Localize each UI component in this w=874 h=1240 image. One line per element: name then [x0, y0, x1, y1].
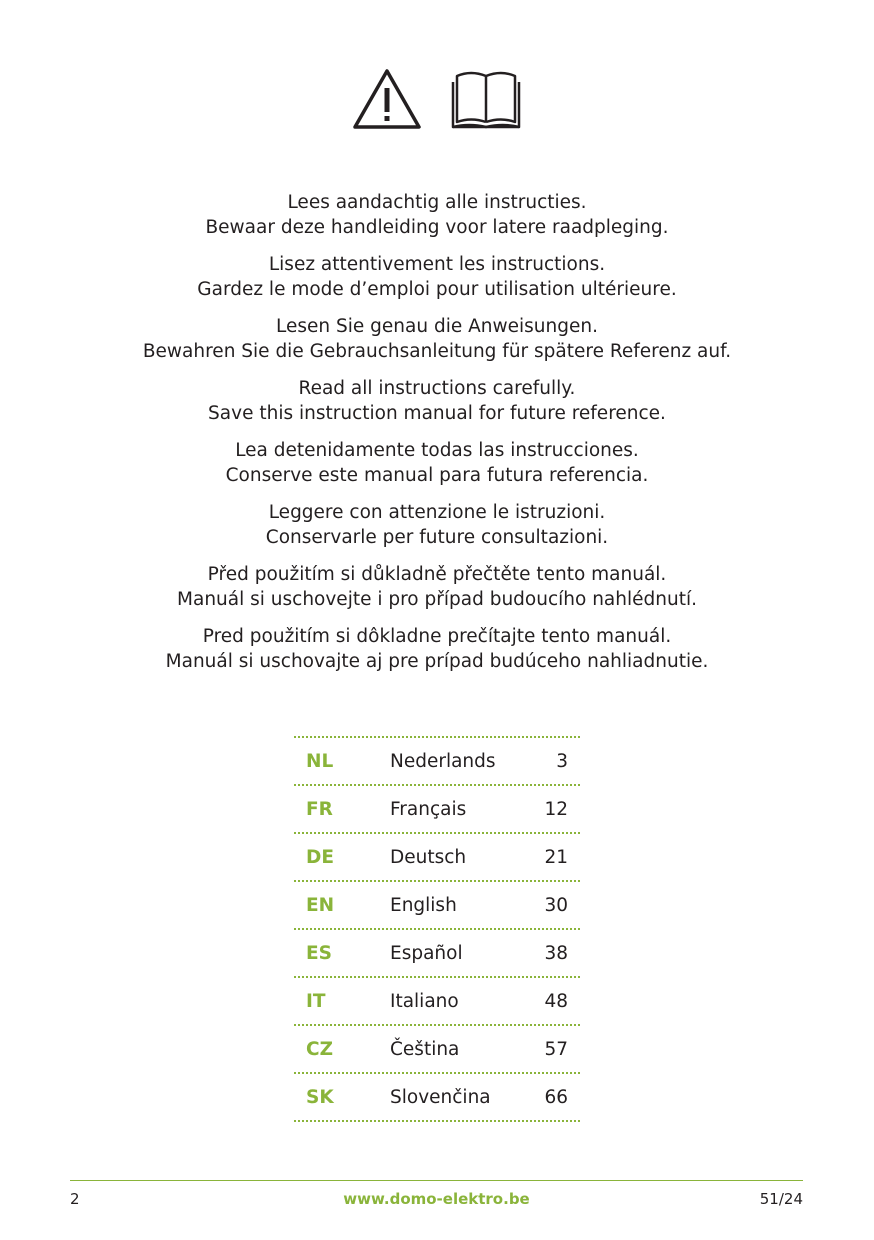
instruction-line: Lisez attentivement les instructions.: [268, 254, 606, 275]
instruction-line: Před použitím si důkladně přečtěte tento manuál.: [207, 564, 667, 585]
toc-language-code: ES: [306, 942, 332, 964]
instruction-en: [0, 376, 874, 426]
toc-page-number: 3: [556, 750, 568, 772]
toc-language-name: Nederlands: [390, 750, 496, 772]
instruction-cz: [0, 562, 874, 612]
toc-page-number: 30: [544, 894, 568, 916]
instruction-line: Gardez le mode d’emploi pour utilisation ultérieure.: [197, 279, 677, 300]
toc-page-number: 38: [544, 942, 568, 964]
document-reference: 51/24: [759, 1190, 803, 1208]
toc-language-name: Français: [390, 798, 467, 820]
toc-language-code: CZ: [306, 1038, 333, 1060]
toc-page-number: 48: [544, 990, 568, 1012]
instruction-fr: [0, 252, 874, 302]
instruction-line: Conservarle per future consultazioni.: [265, 527, 609, 548]
instruction-line: Lea detenidamente todas las instrucciones.: [235, 440, 639, 461]
instruction-es: [0, 438, 874, 488]
instruction-de: [0, 314, 874, 364]
instruction-sk: [0, 624, 874, 674]
instruction-line: Pred použitím si dôkladne prečítajte tento manuál.: [202, 626, 672, 647]
page-footer: [70, 1190, 803, 1210]
toc-page-number: 57: [544, 1038, 568, 1060]
toc-row-nl[interactable]: [294, 736, 580, 784]
instruction-line: Leggere con attenzione le istruzioni.: [268, 502, 606, 523]
instruction-line: Lees aandachtig alle instructies.: [287, 192, 587, 213]
instruction-line: Conserve este manual para futura referencia.: [225, 465, 649, 486]
toc-language-code: EN: [306, 894, 335, 916]
toc-language-code: DE: [306, 846, 334, 868]
toc-language-name: Čeština: [390, 1038, 460, 1060]
toc-page-number: 21: [544, 846, 568, 868]
instruction-line: Manuál si uschovejte i pro případ budoucího nahlédnutí.: [177, 589, 697, 610]
toc-language-name: English: [390, 894, 457, 916]
toc-language-code: NL: [306, 750, 334, 772]
instruction-nl: [0, 190, 874, 240]
website-link[interactable]: www.domo-elektro.be: [343, 1190, 530, 1208]
safety-instructions: [0, 190, 874, 686]
toc-row-fr[interactable]: [294, 784, 580, 832]
toc-language-name: Italiano: [390, 990, 459, 1012]
toc-language-code: SK: [306, 1086, 334, 1108]
toc-row-it[interactable]: [294, 976, 580, 1024]
toc-row-es[interactable]: [294, 928, 580, 976]
page-number: 2: [70, 1190, 80, 1208]
footer-divider: [70, 1180, 803, 1181]
header-icons: [0, 68, 874, 132]
toc-language-name: Deutsch: [390, 846, 467, 868]
toc-row-de[interactable]: [294, 832, 580, 880]
toc-language-name: Español: [390, 942, 463, 964]
instruction-line: Save this instruction manual for future reference.: [208, 403, 666, 424]
toc-language-code: FR: [306, 798, 333, 820]
toc-page-number: 66: [544, 1086, 568, 1108]
instruction-line: Bewaar deze handleiding voor latere raadpleging.: [205, 217, 669, 238]
toc-language-name: Slovenčina: [390, 1086, 491, 1108]
instruction-line: Bewahren Sie die Gebrauchsanleitung für spätere Referenz auf.: [142, 341, 732, 362]
toc-page-number: 12: [544, 798, 568, 820]
language-table-of-contents: [294, 736, 580, 1122]
instruction-it: [0, 500, 874, 550]
toc-row-sk[interactable]: [294, 1072, 580, 1122]
instruction-line: Manuál si uschovajte aj pre prípad budúceho nahliadnutie.: [165, 651, 709, 672]
warning-triangle-icon: [352, 68, 422, 130]
instruction-line: Read all instructions carefully.: [298, 378, 576, 399]
toc-row-cz[interactable]: [294, 1024, 580, 1072]
open-book-icon: [449, 68, 523, 130]
instruction-line: Lesen Sie genau die Anweisungen.: [276, 316, 598, 337]
toc-language-code: IT: [306, 990, 326, 1012]
toc-row-en[interactable]: [294, 880, 580, 928]
